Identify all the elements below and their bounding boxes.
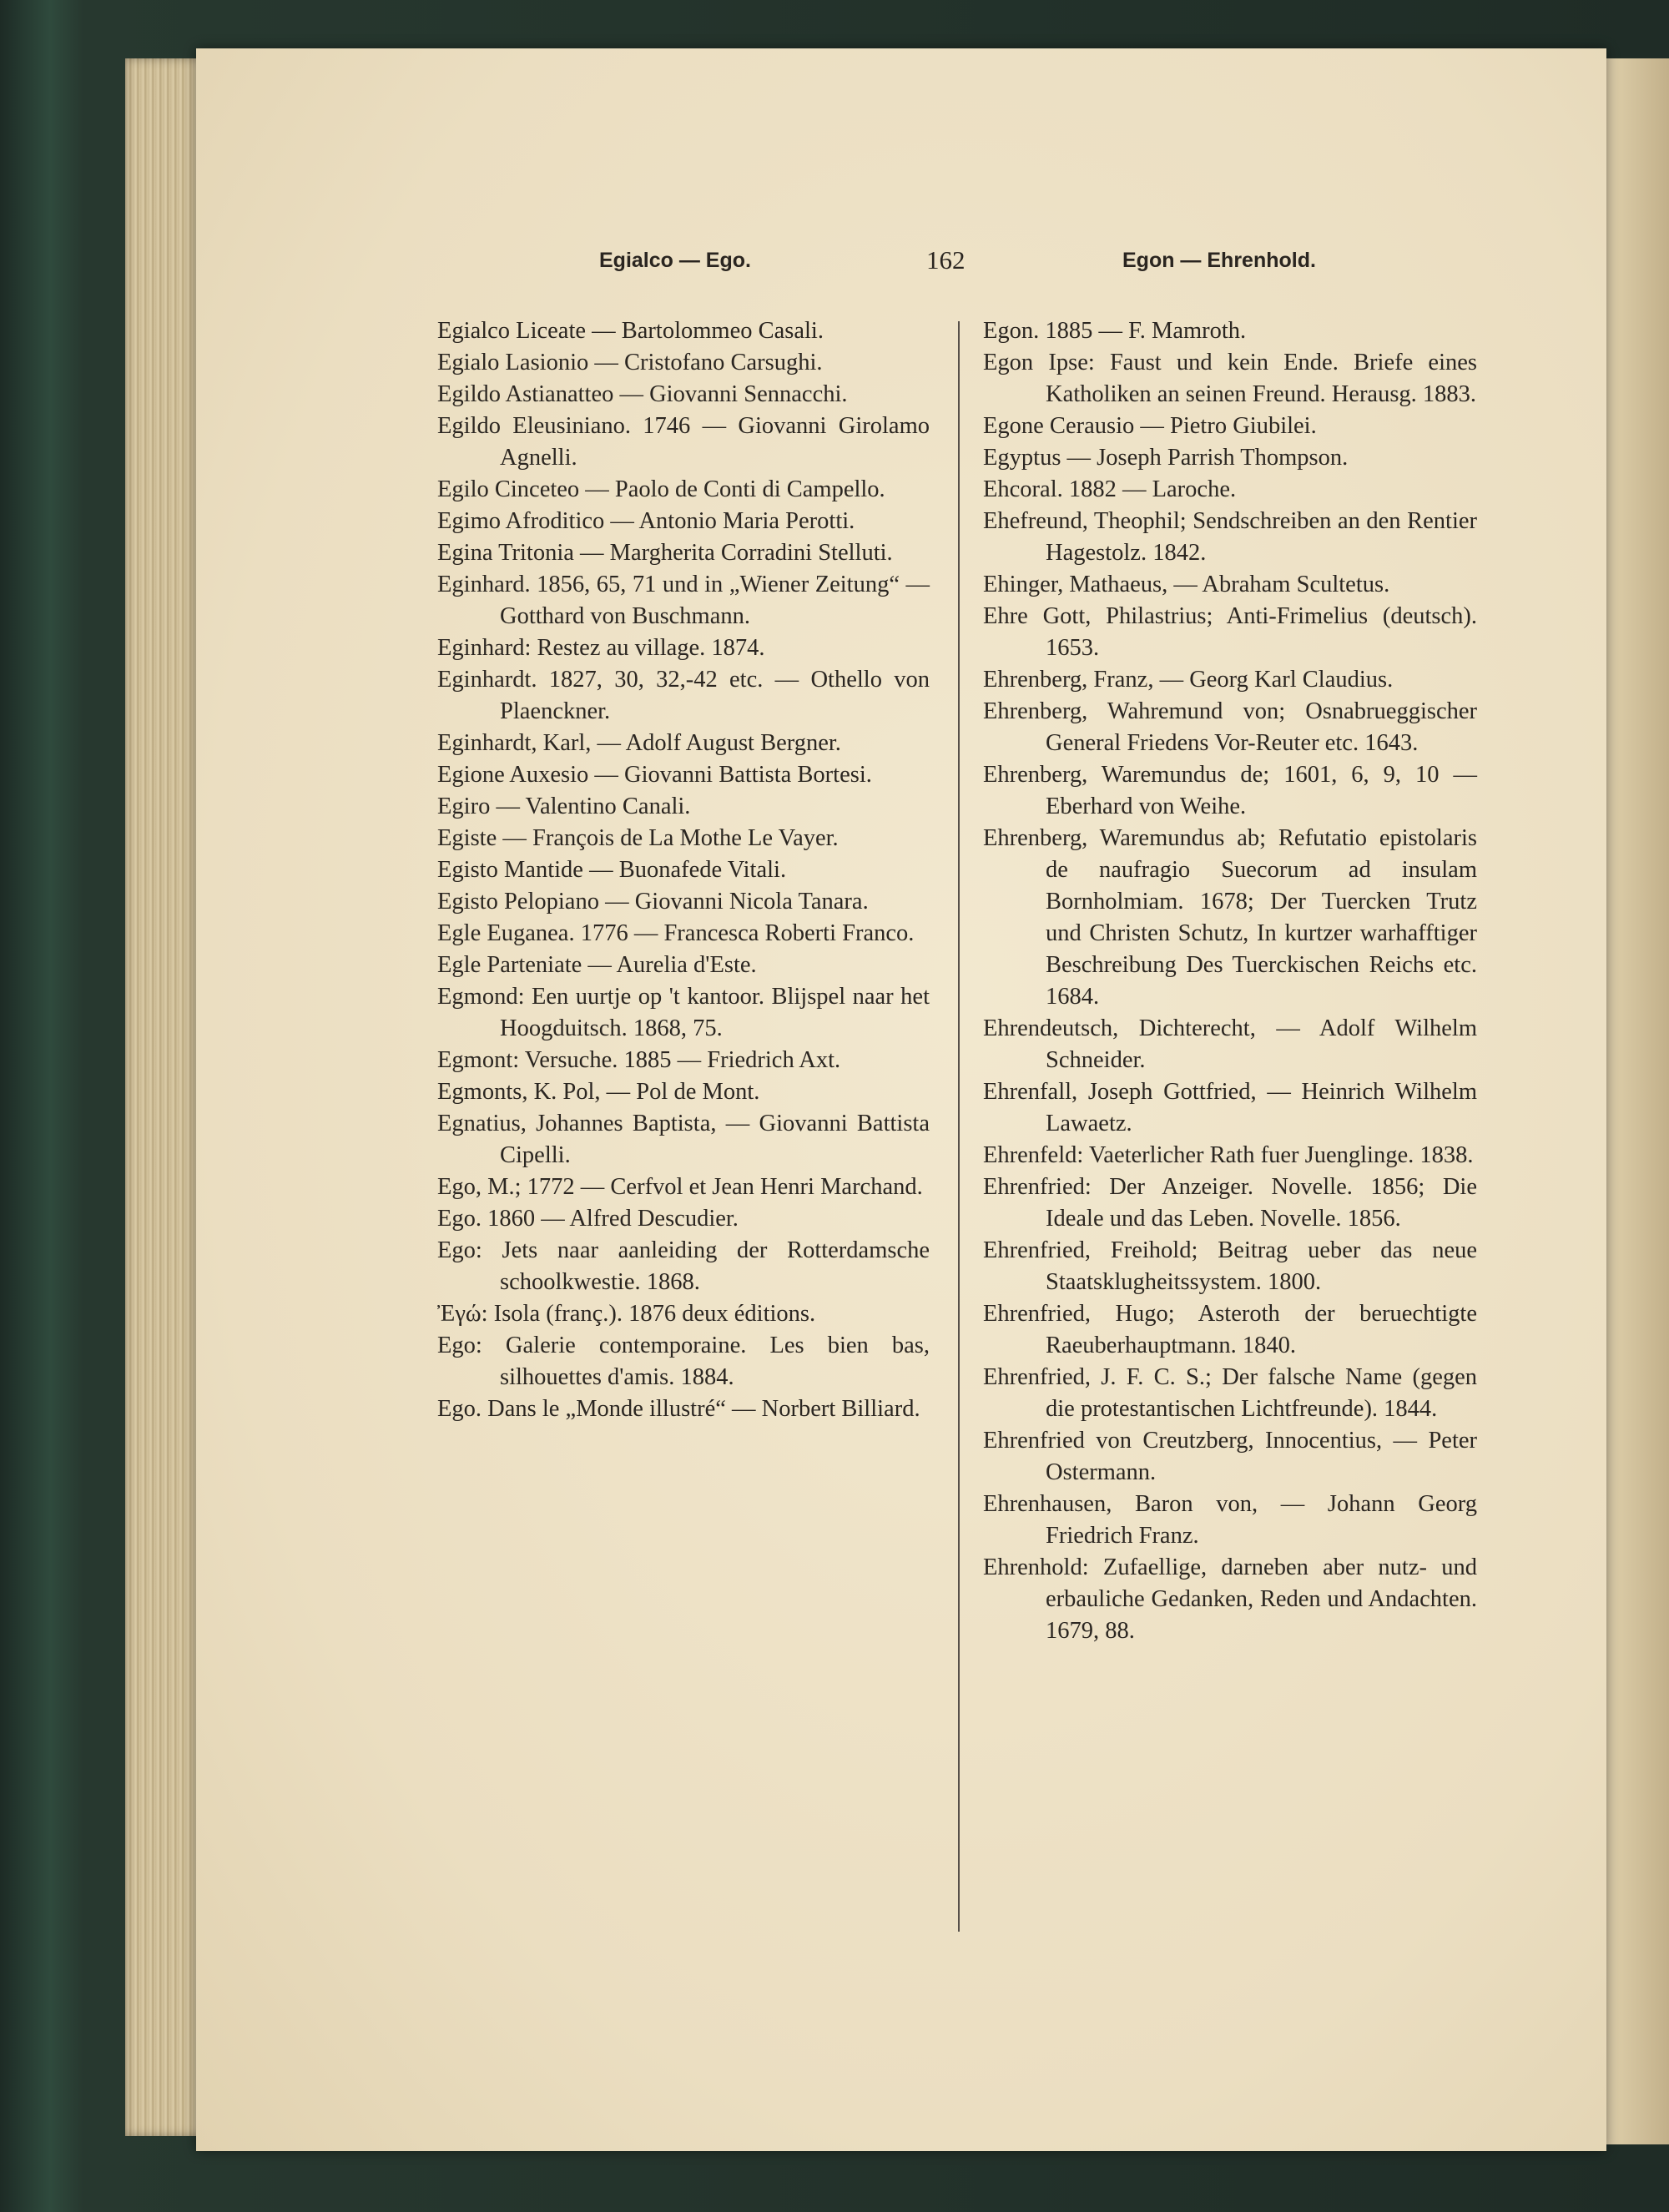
header-left-title: Egialco — Ego. <box>599 249 751 272</box>
index-entry: Ego: Galerie contemporaine. Les bien bas, silhouettes d'amis. 1884. <box>437 1333 930 1390</box>
index-entry: Egimo Afroditico — Antonio Maria Perotti. <box>437 508 855 534</box>
index-entry: Eginhardt. 1827, 30, 32,-42 etc. — Othello von Plaenckner. <box>437 667 930 724</box>
index-entry: Egone Cerausio — Pietro Giubilei. <box>983 413 1317 439</box>
index-entry: Egnatius, Johannes Baptista, — Giovanni Battista Cipelli. <box>437 1111 930 1168</box>
index-entry: Ego. 1860 — Alfred Descudier. <box>437 1206 739 1232</box>
index-entry: Egisto Pelopiano — Giovanni Nicola Tanara. <box>437 889 869 915</box>
index-entry: Egiro — Valentino Canali. <box>437 794 691 819</box>
index-entry: Ehrenfeld: Vaeterlicher Rath fuer Juenglinge. 1838. <box>983 1142 1474 1168</box>
index-entry: Egyptus — Joseph Parrish Thompson. <box>983 445 1349 471</box>
left-column <box>437 315 930 1425</box>
index-entry: Egione Auxesio — Giovanni Battista Bortesi. <box>437 762 872 788</box>
index-entry: Ego: Jets naar aanleiding der Rotterdamsche schoolkwestie. 1868. <box>437 1237 930 1295</box>
index-entry: Ehre Gott, Philastrius; Anti-Frimelius (deutsch). 1653. <box>983 603 1477 661</box>
index-entry: Eginhard: Restez au village. 1874. <box>437 635 765 661</box>
index-entry: Ego, M.; 1772 — Cerfvol et Jean Henri Marchand. <box>437 1174 923 1200</box>
index-entry: Egon Ipse: Faust und kein Ende. Briefe eines Katholiken an seinen Freund. Herausg. 1883. <box>983 350 1477 407</box>
index-entry: Egialo Lasionio — Cristofano Carsughi. <box>437 350 823 375</box>
index-entry: Ehinger, Mathaeus, — Abraham Scultetus. <box>983 572 1390 597</box>
right-column <box>983 315 1477 1647</box>
index-entry: Egildo Astianatteo — Giovanni Sennacchi. <box>437 381 848 407</box>
index-entry: Egle Euganea. 1776 — Francesca Roberti Franco. <box>437 920 915 946</box>
index-entry: Ehrenhold: Zufaellige, darneben aber nutz- und erbauliche Gedanken, Reden und Andachten. 1679, 88. <box>983 1554 1477 1644</box>
running-header <box>0 245 1669 282</box>
index-entry: Egmonts, K. Pol, — Pol de Mont. <box>437 1079 760 1105</box>
index-entry: Ἐγώ: Isola (franç.). 1876 deux éditions. <box>437 1301 816 1327</box>
index-entry: Eginhardt, Karl, — Adolf August Bergner. <box>437 730 841 756</box>
index-entry: Egle Parteniate — Aurelia d'Este. <box>437 952 757 978</box>
index-entry: Ehrenfried, Freihold; Beitrag ueber das neue Staatsklugheitssystem. 1800. <box>983 1237 1477 1295</box>
index-entry: Egmont: Versuche. 1885 — Friedrich Axt. <box>437 1047 841 1073</box>
index-entry: Egisto Mantide — Buonafede Vitali. <box>437 857 787 883</box>
page-number: 162 <box>926 245 966 275</box>
index-entry: Ehrendeutsch, Dichterecht, — Adolf Wilhelm Schneider. <box>983 1015 1477 1073</box>
index-entry: Ehrenfried, J. F. C. S.; Der falsche Name (gegen die protestantischen Lichtfreunde). 1844. <box>983 1364 1477 1422</box>
index-entry: Ehrenfried: Der Anzeiger. Novelle. 1856; Die Ideale und das Leben. Novelle. 1856. <box>983 1174 1477 1232</box>
index-entry: Ehrenberg, Wahremund von; Osnabrueggischer General Friedens Vor-Reuter etc. 1643. <box>983 698 1477 756</box>
index-entry: Egilo Cinceteo — Paolo de Conti di Campello. <box>437 476 885 502</box>
header-right-title: Egon — Ehrenhold. <box>1122 249 1316 272</box>
index-entry: Ehrenfried, Hugo; Asteroth der beruechtigte Raeuberhauptmann. 1840. <box>983 1301 1477 1358</box>
index-entry: Ehrenhausen, Baron von, — Johann Georg Friedrich Franz. <box>983 1491 1477 1549</box>
index-entry: Ehcoral. 1882 — Laroche. <box>983 476 1237 502</box>
index-entry: Ehrenberg, Waremundus ab; Refutatio epistolaris de naufragio Suecorum ad insulam Bornholmiam. 1678; Der Tuercken Trutz und Christen Schutz, In kurtzer warhafftiger Beschreibung Des Tuerckischen Reichs etc. 1684. <box>983 825 1477 1010</box>
index-entry: Egmond: Een uurtje op 't kantoor. Blijspel naar het Hoogduitsch. 1868, 75. <box>437 984 930 1041</box>
index-entry: Ehrenfall, Joseph Gottfried, — Heinrich Wilhelm Lawaetz. <box>983 1079 1477 1136</box>
index-entry: Ehrenfried von Creutzberg, Innocentius, — Peter Ostermann. <box>983 1428 1477 1485</box>
index-entry: Ego. Dans le „Monde illustré“ — Norbert Billiard. <box>437 1396 920 1422</box>
index-entry: Egiste — François de La Mothe Le Vayer. <box>437 825 839 851</box>
index-entry: Ehefreund, Theophil; Sendschreiben an den Rentier Hagestolz. 1842. <box>983 508 1477 566</box>
index-entry: Egialco Liceate — Bartolommeo Casali. <box>437 318 824 344</box>
column-divider <box>958 321 960 1932</box>
index-entry: Ehrenberg, Waremundus de; 1601, 6, 9, 10 — Eberhard von Weihe. <box>983 762 1477 819</box>
index-entry: Eginhard. 1856, 65, 71 und in „Wiener Zeitung“ — Gotthard von Buschmann. <box>437 572 930 629</box>
index-entry: Egon. 1885 — F. Mamroth. <box>983 318 1247 344</box>
index-entry: Egildo Eleusiniano. 1746 — Giovanni Girolamo Agnelli. <box>437 413 930 471</box>
index-entry: Ehrenberg, Franz, — Georg Karl Claudius. <box>983 667 1394 693</box>
index-entry: Egina Tritonia — Margherita Corradini Stelluti. <box>437 540 893 566</box>
